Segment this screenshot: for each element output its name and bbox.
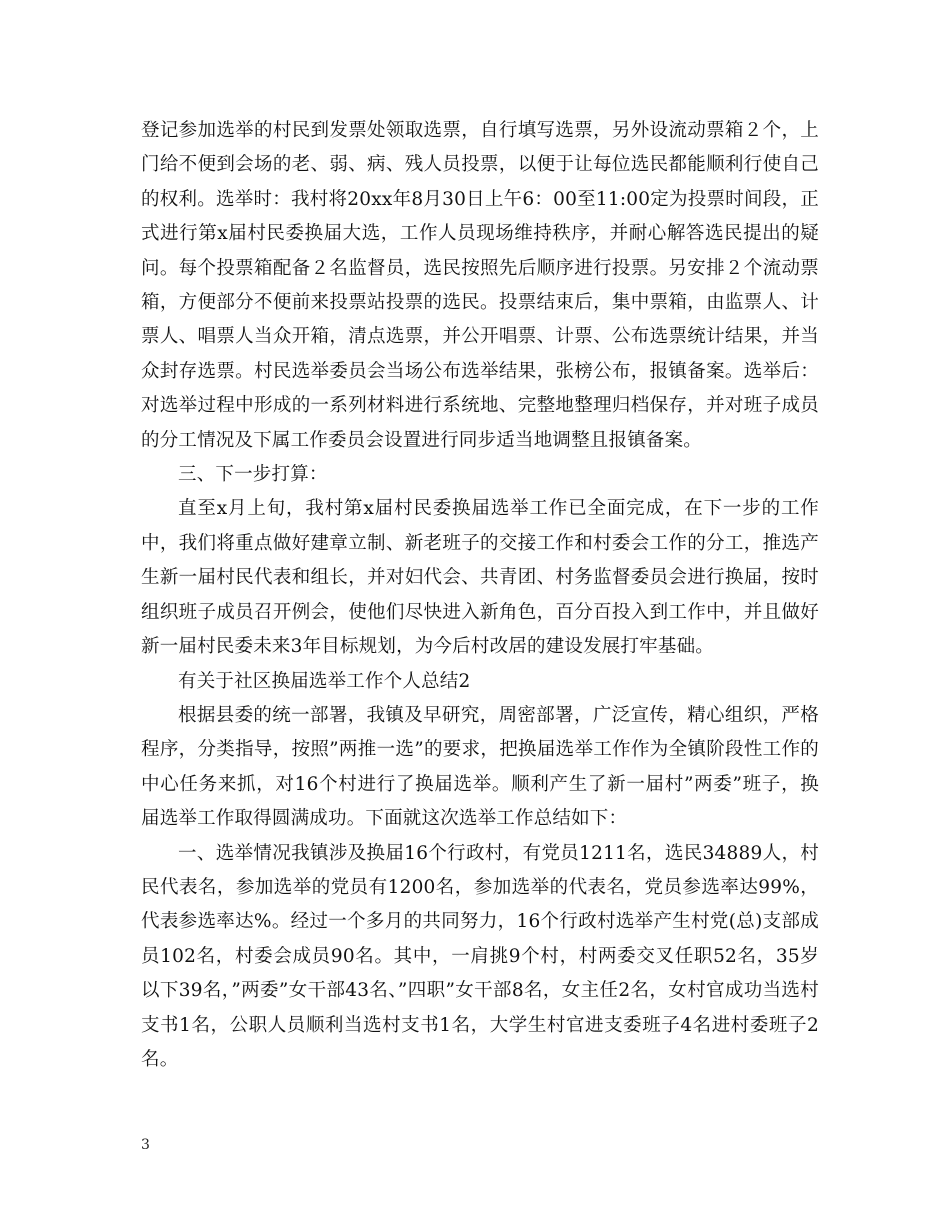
paragraph-election-process: 登记参加选举的村民到发票处领取选票，自行填写选票，另外设流动票箱２个，上门给不便到会场的老、弱、病、残人员投票，以便于让每位选民都能顺利行使自己的权利。选举时：我村将20xx年8月30日上午6：00至11:00定为投票时间段，正式进行第x届村民委换届大选，工作人员现场维持秩序，并耐心解答选民提出的疑问。每个投票箱配备２名监督员，选民按照先后顺序进行投票。另安排２个流动票箱，方便部分不便前来投票站投票的选民。投票结束后，集中票箱，由监票人、计票人、唱票人当众开箱，清点选票，并公开唱票、计票、公布选票统计结果，并当众封存选票。村民选举委员会当场公布选举结果，张榜公布，报镇备案。选举后：对选举过程中形成的一系列材料进行系统地、完整地整理归档保存，并对班子成员的分工情况及下属工作委员会设置进行同步适当地调整且报镇备案。 — [141, 120, 819, 451]
document-body — [141, 114, 819, 1077]
paragraph-next-steps: 直至x月上旬，我村第x届村民委换届选举工作已全面完成，在下一步的工作中，我们将重点做好建章立制、新老班子的交接工作和村委会工作的分工，推选产生新一届村民代表和组长，并对妇代会、共青团、村务监督委员会进行换届，按时组织班子成员召开例会，使他们尽快进入新角色，百分百投入到工作中，并且做好新一届村民委未来3年目标规划，为今后村改居的建设发展打牢基础。 — [141, 498, 819, 658]
paragraph-county-deployment: 根据县委的统一部署，我镇及早研究，周密部署，广泛宣传，精心组织，严格程序，分类指导，按照”两推一选”的要求，把换届选举工作作为全镇阶段性工作的中心任务来抓，对16个村进行了换届选举。顺利产生了新一届村”两委”班子，换届选举工作取得圆满成功。下面就这次选举工作总结如下： — [141, 704, 819, 830]
section-heading-next-steps: 三、下一步打算： — [178, 464, 328, 486]
page-number: 3 — [141, 1137, 150, 1153]
document-title-summary-2: 有关于社区换届选举工作个人总结2 — [178, 670, 471, 692]
paragraph-election-statistics: 一、选举情况我镇涉及换届16个行政村，有党员1211名，选民34889人，村民代表名，参加选举的党员有1200名，参加选举的代表名，党员参选率达99%，代表参选率达%。经过一个多月的共同努力，16个行政村选举产生村党(总)支部成员102名，村委会成员90名。其中，一肩挑9个村，村两委交叉任职52名，35岁以下39名，”两委”女干部43名、”四职”女干部8名，女主任2名，女村官成功当选村支书1名，公职人员顺利当选村支书1名，大学生村官进支委班子4名进村委班子2名。 — [141, 842, 819, 1070]
